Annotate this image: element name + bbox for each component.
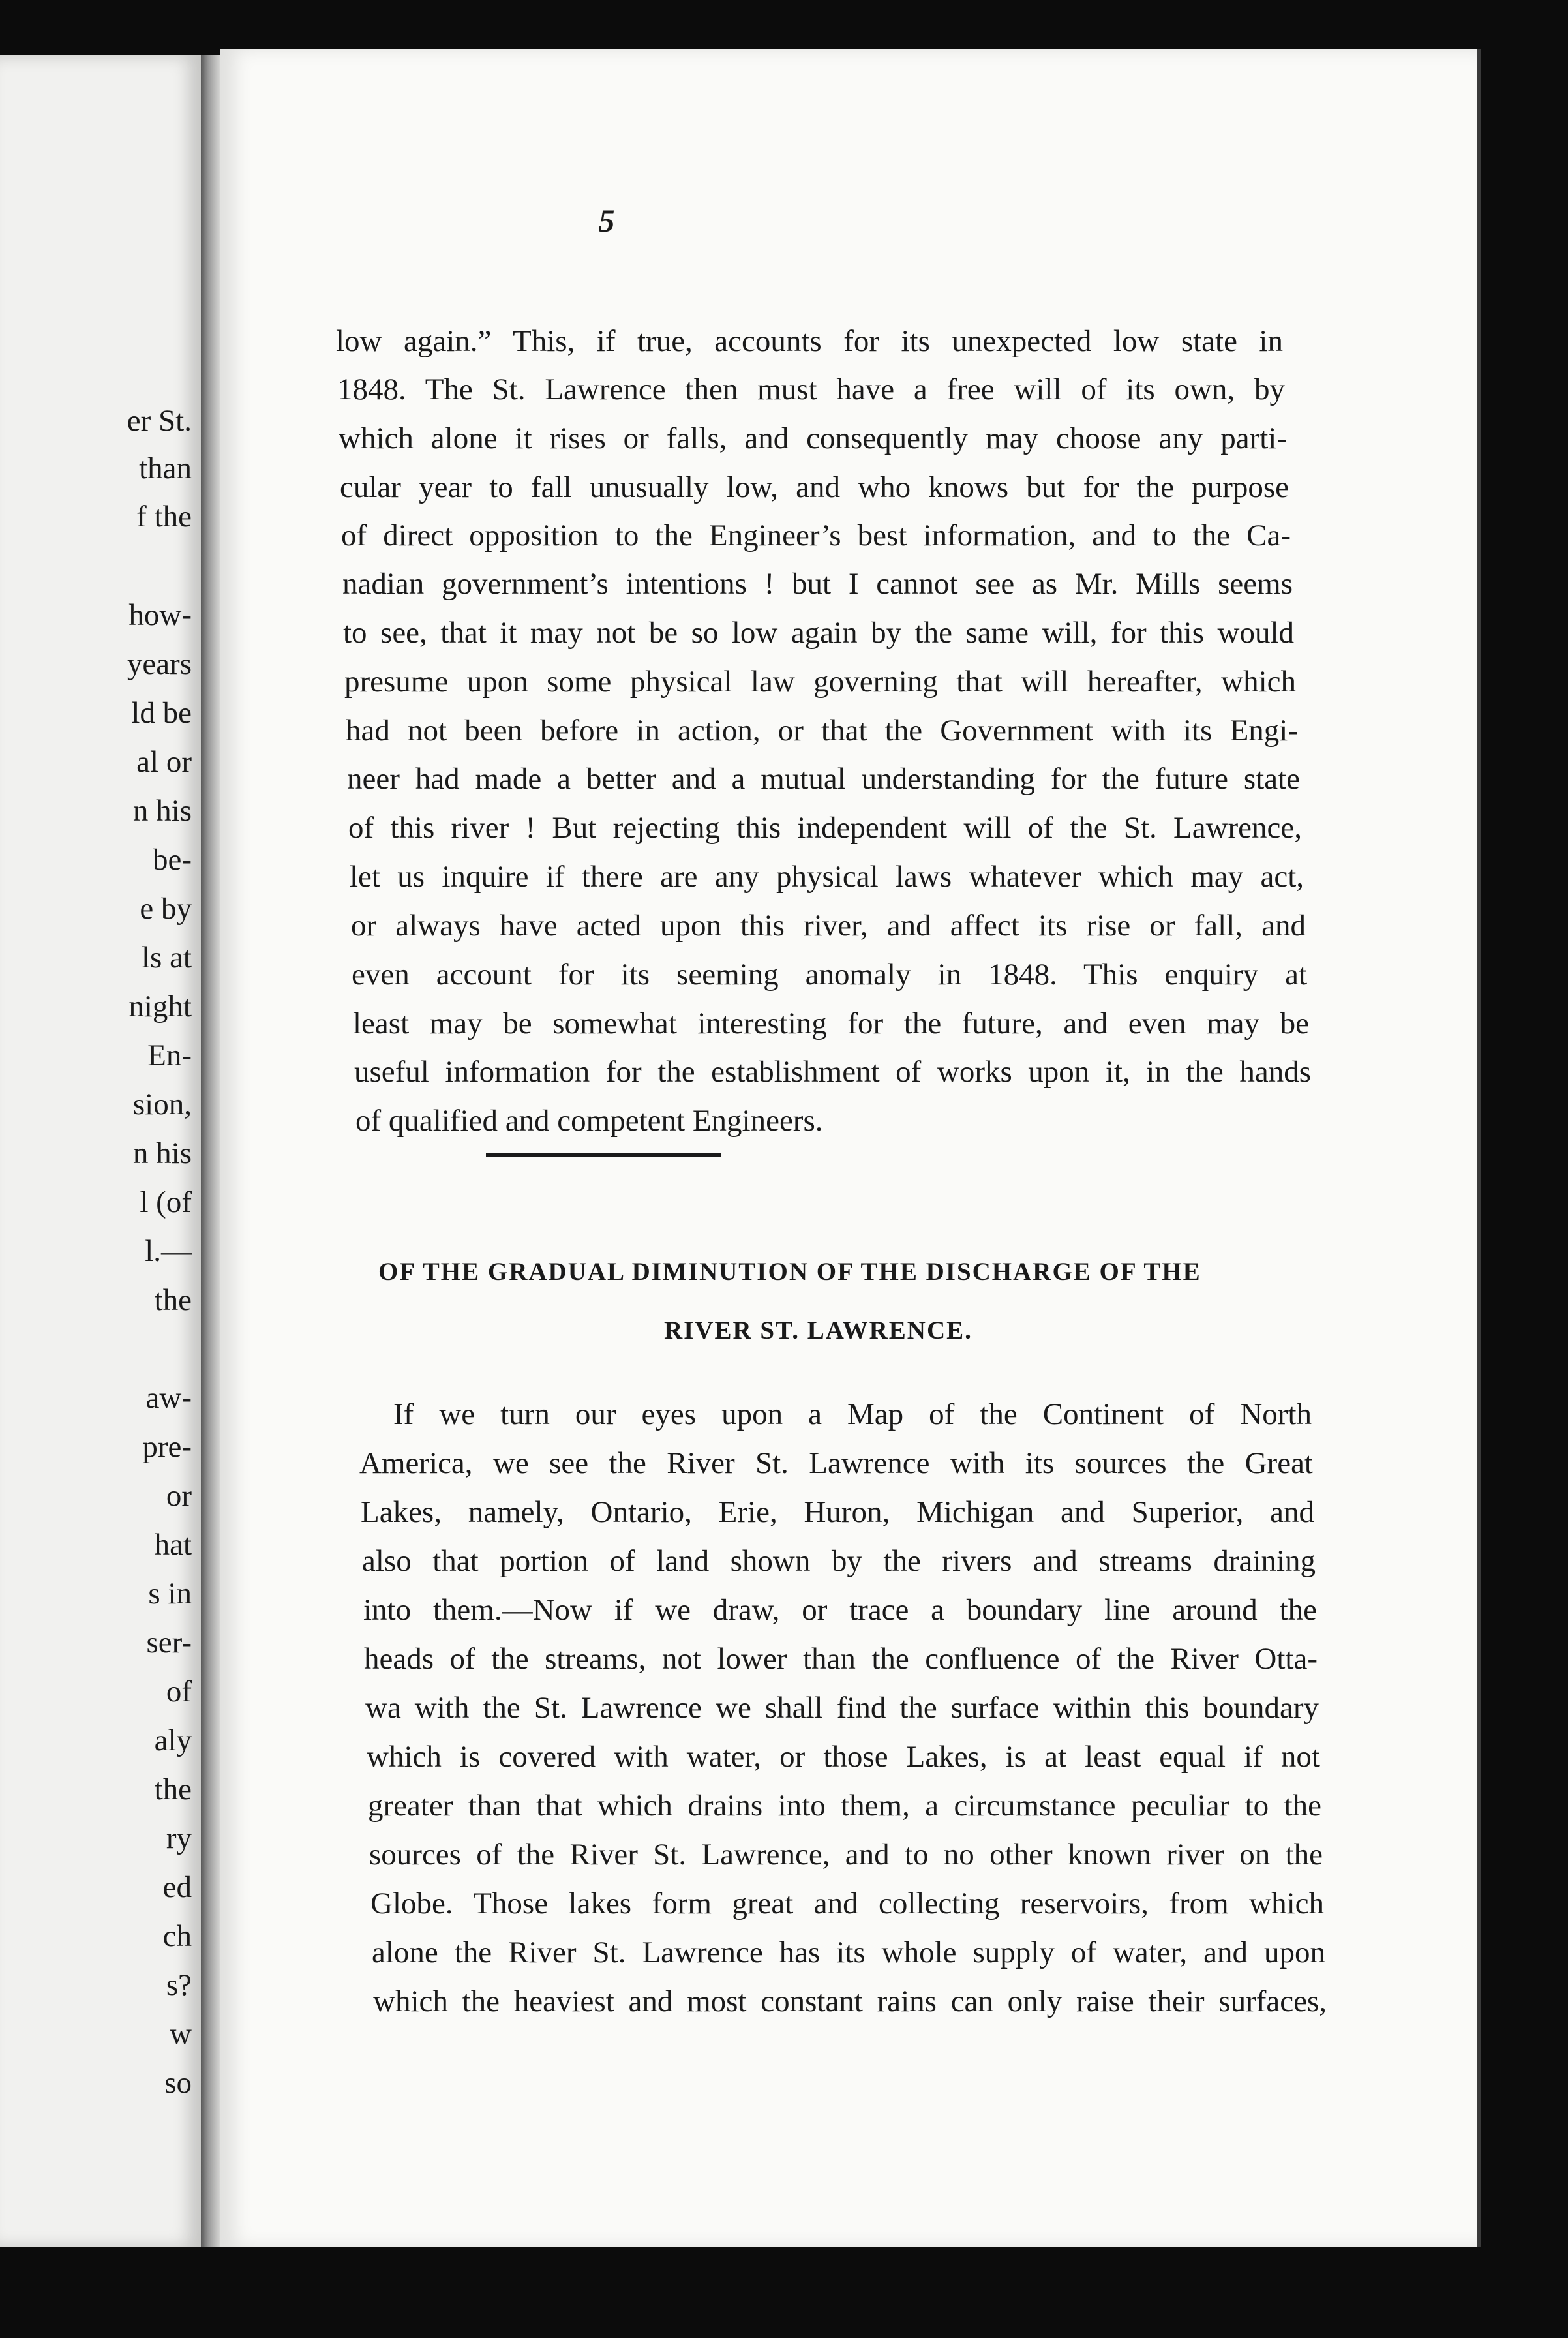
previous-page [0,55,201,2247]
prev-page-line: years [127,647,192,681]
prev-page-line: the [154,1283,192,1317]
text-line: sources of the River St. Lawrence, and to no other known river on the [369,1838,1323,1872]
text-line: which alone it rises or falls, and consequently may choose any parti- [339,421,1287,455]
prev-page-line: night [128,990,192,1024]
prev-page-line: ls at [141,941,192,975]
prev-page-line: so [164,2066,192,2100]
prev-page-line: how- [128,598,192,632]
prev-page-line: n his [132,794,192,828]
prev-page-line: s? [166,1968,192,2002]
text-line: greater than that which drains into them, a circumstance peculiar to the [368,1789,1321,1823]
prev-page-line: sion, [132,1087,192,1121]
prev-page-line: ser- [146,1626,192,1660]
text-line: low again.” This, if true, accounts for its unexpected low state in [336,324,1283,358]
text-line: alone the River St. Lawrence has its whole supply of water, and upon [372,1936,1325,1969]
text-line: wa with the St. Lawrence we shall find the surface within this boundary [365,1691,1319,1725]
prev-page-line: ch [162,1919,192,1953]
prev-page-line: than [139,451,192,485]
text-line: which the heaviest and most constant rains can only raise their surfaces, [373,1984,1327,2018]
text-line: of direct opposition to the Engineer’s best information, and to the Ca- [341,519,1291,553]
prev-page-line: aly [154,1723,192,1757]
text-line: Globe. Those lakes form great and collecting reservoirs, from which [370,1887,1324,1920]
text-line: If we turn our eyes upon a Map of the Continent of North [393,1397,1312,1431]
prev-page-line: ed [162,1870,192,1904]
text-line: heads of the streams, not lower than the confluence of the River Otta- [364,1642,1318,1676]
text-line: useful information for the establishment of works upon it, in the hands [354,1055,1311,1089]
text-line: of qualified and competent Engineers. [355,1104,823,1138]
text-line: cular year to fall unusually low, and who knows but for the purpose [340,470,1289,504]
prev-page-line: s in [148,1577,192,1611]
prev-page-line: er St. [127,404,192,438]
prev-page-line: pre- [142,1430,192,1464]
text-line: 1848. The St. Lawrence then must have a free will of its own, by [337,372,1285,406]
prev-page-line: al or [136,745,192,779]
text-line: into them.—Now if we draw, or trace a boundary line around the [363,1593,1317,1627]
text-line: America, we see the River St. Lawrence with its sources the Great [359,1446,1313,1480]
text-line: neer had made a better and a mutual understanding for the future state [347,762,1300,796]
section-heading-line-1: OF THE GRADUAL DIMINUTION OF THE DISCHARGE OF THE [378,1258,1201,1286]
section-divider [486,1153,721,1157]
text-line: presume upon some physical law governing that will hereafter, which [344,665,1296,699]
text-line: even account for its seeming anomaly in 1848. This enquiry at [352,958,1307,992]
prev-page-line: hat [154,1528,192,1562]
prev-page-line: f the [136,500,192,534]
prev-page-line: En- [147,1039,192,1072]
text-line: which is covered with water, or those Lakes, is at least equal if not [367,1740,1320,1774]
prev-page-line: aw- [145,1381,192,1415]
page-number: 5 [598,202,615,239]
section-heading-line-2: RIVER ST. LAWRENCE. [664,1316,972,1344]
prev-page-line: e by [140,892,192,926]
text-line: to see, that it may not be so low again by the same will, for this would [343,616,1294,650]
text-line: or always have acted upon this river, and affect its rise or fall, and [351,909,1306,943]
prev-page-line: w [170,2017,192,2051]
text-line: also that portion of land shown by the rivers and streams draining [362,1544,1316,1578]
prev-page-line: of [166,1675,192,1708]
prev-page-line: or [166,1479,192,1513]
text-line: had not been before in action, or that the Government with its Engi- [346,714,1298,748]
book-gutter [201,55,220,2247]
text-line: least may be somewhat interesting for the future, and even may be [353,1007,1309,1040]
prev-page-line: l.— [145,1234,192,1268]
text-line: Lakes, namely, Ontario, Erie, Huron, Michigan and Superior, and [361,1495,1314,1529]
prev-page-line: be- [152,843,192,877]
prev-page-line: n his [132,1136,192,1170]
prev-page-line: the [154,1772,192,1806]
text-line: let us inquire if there are any physical laws whatever which may act, [350,860,1304,894]
prev-page-line: ry [166,1821,192,1855]
prev-page-line: l (of [140,1185,192,1219]
prev-page-line: ld be [131,696,192,730]
text-line: nadian government’s intentions ! but I cannot see as Mr. Mills seems [342,567,1293,601]
text-line: of this river ! But rejecting this independent will of the St. Lawrence, [348,811,1302,845]
